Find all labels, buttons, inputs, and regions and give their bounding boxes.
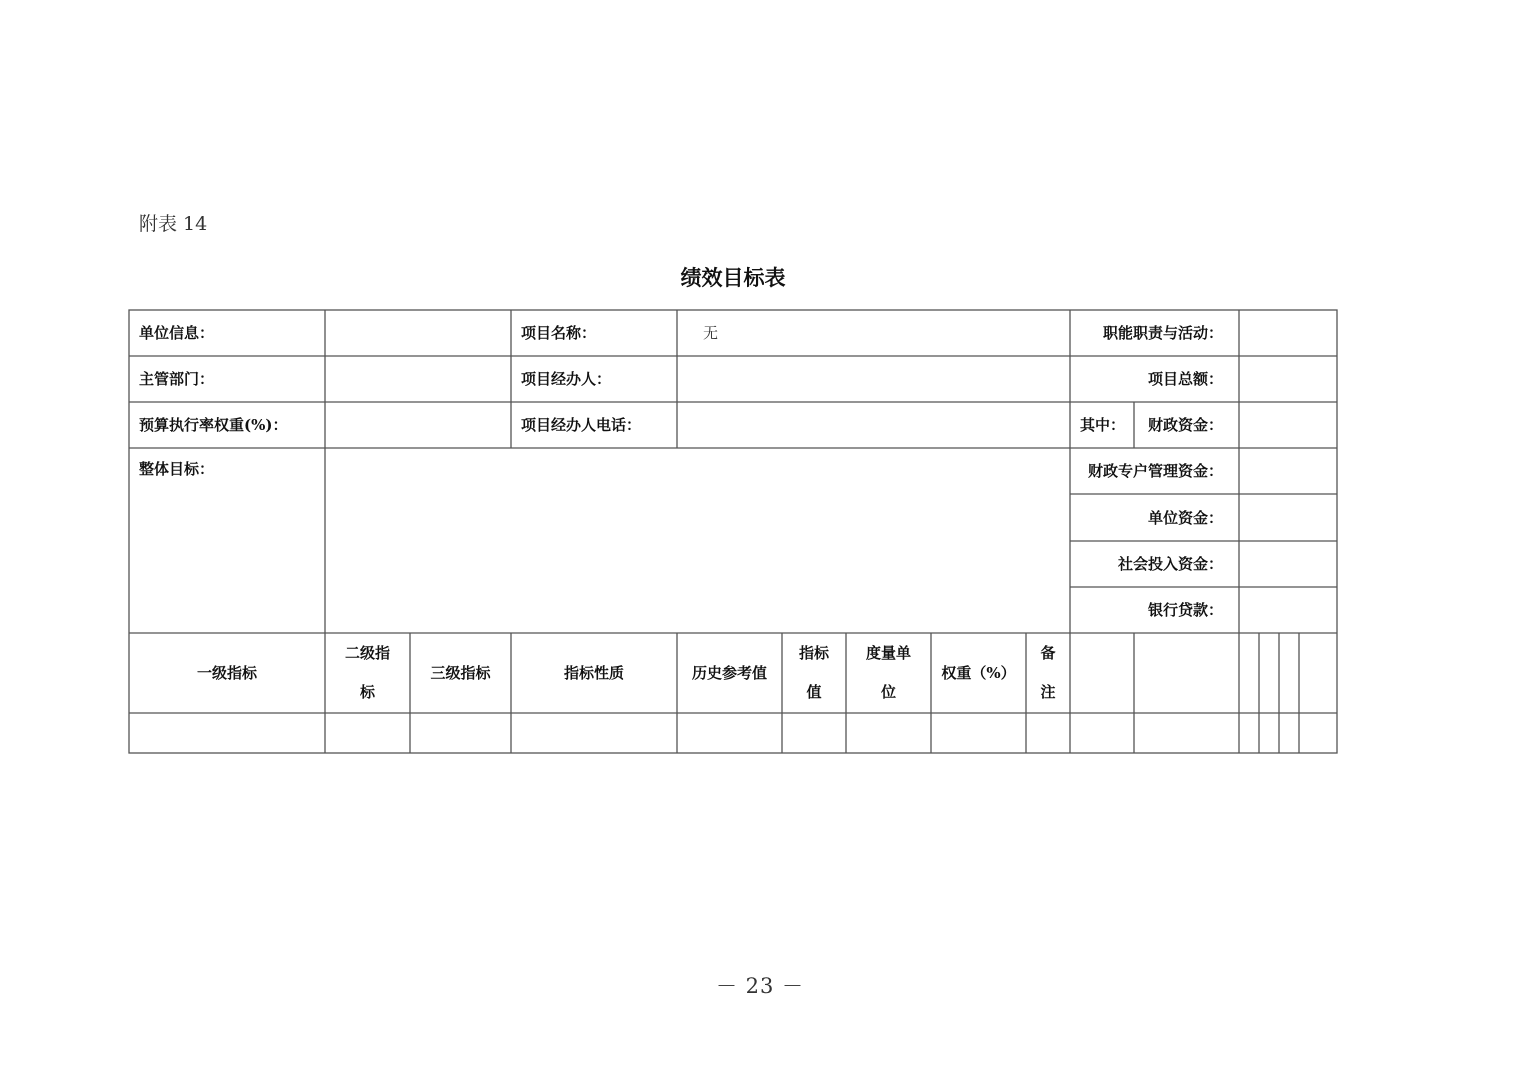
project-manager-field[interactable] — [677, 356, 1070, 402]
department-field[interactable] — [325, 356, 511, 402]
budget-weight-label: 预算执行率权重(%)： — [139, 416, 288, 434]
project-name-label: 项目名称： — [521, 324, 597, 342]
project-manager-label: 项目经办人： — [521, 370, 612, 388]
fiscal-funds-label: 财政资金： — [1147, 416, 1223, 434]
fiscal-funds-field[interactable] — [1239, 402, 1337, 448]
header-level3-indicator: 三级指标 — [430, 664, 491, 682]
page-number: － 23 － — [715, 974, 805, 998]
header-unit-line2: 位 — [880, 683, 896, 701]
header-level2-line2: 标 — [359, 683, 375, 701]
table-row-cell-level3[interactable] — [410, 713, 511, 753]
header-remark-line1: 备 — [1040, 644, 1056, 662]
unit-funds-label: 单位资金： — [1147, 508, 1223, 527]
social-funds-field[interactable] — [1239, 541, 1337, 587]
among-label: 其中： — [1080, 416, 1126, 434]
document-title: 绩效目标表 — [680, 265, 786, 290]
project-name-value[interactable]: 无 — [703, 324, 719, 342]
header-weight: 权重（%） — [941, 664, 1016, 682]
table-row-cell-remark[interactable] — [1026, 713, 1070, 753]
manager-phone-field[interactable] — [677, 402, 1070, 448]
header-level2-indicator — [325, 633, 410, 713]
function-activity-label: 职能职责与活动： — [1102, 324, 1223, 342]
department-label: 主管部门： — [139, 370, 215, 388]
special-funds-label: 财政专户管理资金： — [1087, 462, 1223, 480]
header-indicator-value — [782, 633, 846, 713]
header-measure-unit — [846, 633, 931, 713]
total-amount-label: 项目总额： — [1147, 370, 1223, 388]
header-indicator-nature: 指标性质 — [563, 664, 624, 682]
budget-weight-field[interactable] — [325, 402, 511, 448]
table-row-cell-value[interactable] — [782, 713, 846, 753]
total-amount-field[interactable] — [1239, 356, 1337, 402]
header-level1-indicator: 一级指标 — [196, 664, 257, 682]
table-row-cell-level1[interactable] — [129, 713, 325, 753]
table-row-cell-nature[interactable] — [511, 713, 677, 753]
header-unit-line1: 度量单 — [865, 644, 911, 662]
unit-info-label: 单位信息： — [139, 324, 215, 342]
table-row-cell-history[interactable] — [677, 713, 782, 753]
header-remark — [1026, 633, 1070, 713]
bank-loan-label: 银行贷款： — [1147, 601, 1223, 619]
header-history-value: 历史参考值 — [691, 664, 767, 682]
unit-funds-field[interactable] — [1239, 494, 1337, 541]
header-level2-line1: 二级指 — [344, 644, 390, 662]
header-value-line2: 值 — [806, 683, 822, 701]
overall-goal-label: 整体目标： — [139, 460, 215, 478]
table-row-cell-unit[interactable] — [846, 713, 931, 753]
social-funds-label: 社会投入资金： — [1117, 555, 1223, 573]
unit-info-field[interactable] — [325, 310, 511, 356]
function-activity-field[interactable] — [1239, 310, 1337, 356]
table-row-cell-level2[interactable] — [325, 713, 410, 753]
header-value-line1: 指标 — [798, 644, 829, 662]
table-row-cell-weight[interactable] — [931, 713, 1026, 753]
header-remark-line2: 注 — [1040, 683, 1056, 701]
special-funds-field[interactable] — [1239, 448, 1337, 494]
overall-goal-field[interactable] — [325, 448, 1070, 633]
appendix-label: 附表 14 — [139, 213, 208, 235]
manager-phone-label: 项目经办人电话： — [521, 416, 642, 434]
bank-loan-field[interactable] — [1239, 587, 1337, 633]
